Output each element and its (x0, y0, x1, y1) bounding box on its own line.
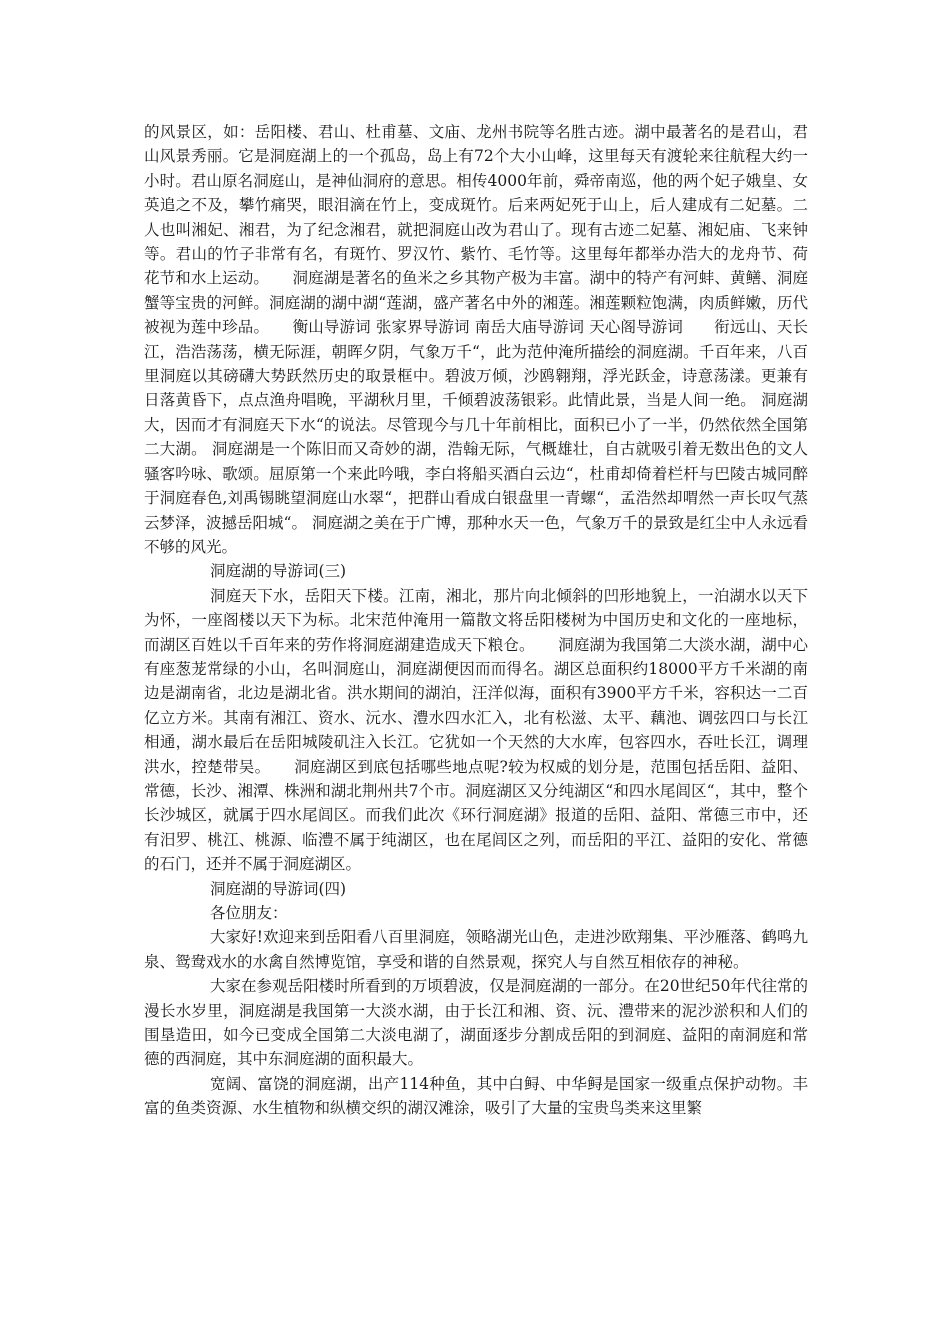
salutation: 各位朋友： (210, 904, 288, 922)
section-heading-3: 洞庭湖的导游词(三) (210, 562, 347, 581)
paragraph-intro: 的风景区，如：岳阳楼、君山、杜甫墓、文庙、龙州书院等名胜古迹。湖中最著名的是君山，君山风景秀丽。它是洞庭湖上的一个孤岛，岛上有72个大小山峰，这里每天有渡轮来往航程大约一小时。君山原名洞庭山，是神仙洞府的意思。相传4000年前，舜帝南巡，他的两个妃子娥皇、女英追之不及，攀竹痛哭，眼泪滴在竹上，变成斑竹。后来两妃死于山上，后人建成有二妃墓。二人也叫湘妃、湘君，为了纪念湘君，就把洞庭山改为君山了。现有古迹二妃墓、湘妃庙、飞来钟等。君山的竹子非常有名，有斑竹、罗汉竹、紫竹、毛竹等。这里每年都举办浩大的龙舟节、荷花节和水上运动。 洞庭湖是著名的鱼米之乡其物产极为丰富。湖中的特产有河蚌、黄鳝、洞庭蟹等宝贵的河鲜。洞庭湖的湖中湖“莲湖，盛产著名中外的湘莲。湘莲颗粒饱满，肉质鲜嫩，历代被视为莲中珍品。 衡山导游词 张家界导游词 南岳大庙导游词 天心阁导游词 衔远山、天长江，浩浩荡荡，横无际涯，朝晖夕阴，气象万千“，此为范仲淹所描绘的洞庭湖。千百年来，八百里洞庭以其磅礴大势跃然历史的取景框中。碧波万倾，沙鸥翱翔，浮光跃金，诗意荡漾。更兼有日落黄昏下，点点渔舟唱晚，平湖秋月里，千倾碧波荡银彩。此情此景，当是人间一绝。 洞庭湖大，因而才有洞庭天下水“的说法。尽管现今与几十年前相比，面积已小了一半，仍然依然全国第二大湖。 洞庭湖是一个陈旧而又奇妙的湖，浩翰无际，气概雄壮，自古就吸引着无数出色的文人骚客吟咏、歌颂。屈原第一个来此吟哦，李白将船买酒白云边“，杜甫却倚着栏杆与巴陵古城同醉于洞庭春色,刘禹锡眺望洞庭山水翠“，把群山看成白银盘里一青螺“，孟浩然却喟然一声长叹气蒸云梦泽，波撼岳阳城“。 洞庭湖之美在于广博，那种水天一色，气象万千的景致是红尘中人永远看不够的风光。 (144, 123, 808, 556)
paragraph-welcome: 大家好!欢迎来到岳阳看八百里洞庭，领略湖光山色，走进沙欧翔集、平沙雁落、鹤鸣九泉、鸳鸯戏水的水禽自然博览馆，享受和谐的自然景观，探究人与自然互相依存的神秘。 (144, 928, 808, 971)
section-heading-4: 洞庭湖的导游词(四) (210, 879, 347, 898)
document-body (144, 120, 808, 1121)
paragraph-history: 大家在参观岳阳楼时所看到的万顷碧波，仅是洞庭湖的一部分。在20世纪50年代往常的漫长水岁里，洞庭湖是我国第一大淡水湖，由于长江和湘、资、沅、澧带来的泥沙淤积和人们的围垦造田，如今已变成全国第二大淡电湖了，湖面逐步分割成岳阳的到洞庭、益阳的南洞庭和常德的西洞庭，其中东洞庭湖的面积最大。 (144, 977, 808, 1069)
paragraph-section-3: 洞庭天下水，岳阳天下楼。江南，湘北，那片向北倾斜的凹形地貌上，一泊湖水以天下为怀，一座阁楼以天下为标。北宋范仲淹用一篇散文将岳阳楼树为中国历史和文化的一座地标，而湖区百姓以千百年来的劳作将洞庭湖建造成天下粮仓。 洞庭湖为我国第二大淡水湖，湖中心有座葱茏常绿的小山，名叫洞庭山，洞庭湖便因而而得名。湖区总面积约18000平方千米湖的南边是湖南省，北边是湖北省。洪水期间的湖泊，汪洋似海，面积有3900平方千米，容积达一二百亿立方米。其南有湘江、资水、沅水、澧水四水汇入，北有松滋、太平、藕池、调弦四口与长江相通，湖水最后在岳阳城陵矶注入长江。它犹如一个天然的大水库，包容四水，吞吐长江，调理洪水，控楚带吴。 洞庭湖区到底包括哪些地点呢?较为权威的划分是，范围包括岳阳、益阳、常德，长沙、湘潭、株洲和湖北荆州共7个市。洞庭湖区又分纯湖区“和四水尾闾区“，其中，整个长沙城区，就属于四水尾闾区。而我们此次《环行洞庭湖》报道的岳阳、益阳、常德三市中，还有汨罗、桃江、桃源、临澧不属于纯湖区，也在尾闾区之列，而岳阳的平江、益阳的安化、常德的石门，还并不属于洞庭湖区。 (144, 586, 808, 874)
paragraph-resources: 宽阔、富饶的洞庭湖，出产114种鱼，其中白鲟、中华鲟是国家一级重点保护动物。丰富的鱼类资源、水生植物和纵横交织的湖汉滩涂，吸引了大量的宝贵鸟类来这里繁 (144, 1074, 808, 1118)
